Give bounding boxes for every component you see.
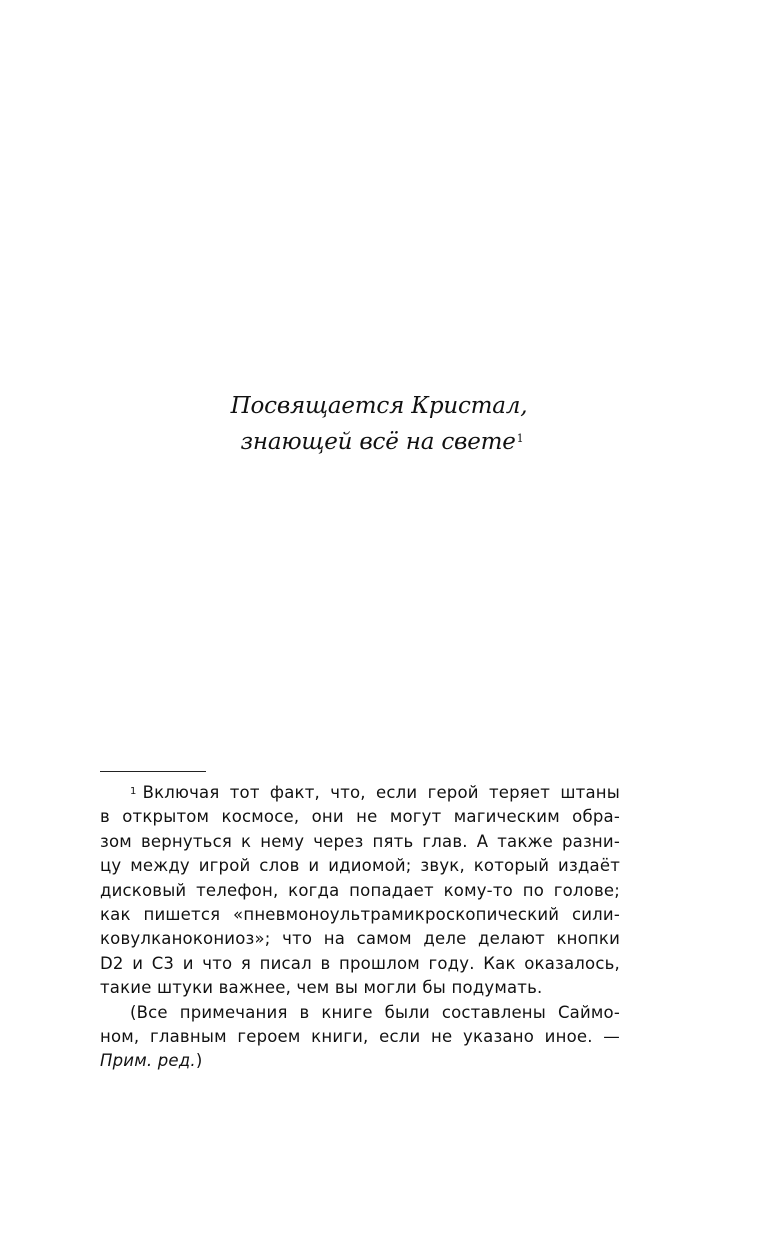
footnote-line: зом вернуться к нему через пять глав. А также разни- — [100, 831, 620, 851]
footnote-line: (Все примечания в книге были составлены Саймо- — [130, 1002, 620, 1022]
footnote-line: ковулканокониоз»; что на самом деле делают кнопки — [100, 929, 620, 949]
dedication — [0, 388, 768, 460]
closing-paren: ) — [195, 1051, 203, 1071]
footnote-line: цу между игрой слов и идиомой; звук, который издаёт — [100, 856, 620, 876]
dedication-line-1: Посвящается Кристал, — [230, 393, 528, 419]
footnote-line: ном, главным героем книги, если не указано иное. — — [100, 1027, 620, 1047]
footnote-line: такие штуки важнее, чем вы могли бы подумать. — [100, 978, 543, 998]
editor-note: Прим. ред. — [100, 1051, 196, 1071]
footnote-line: D2 и C3 и что я писал в прошлом году. Как оказалось, — [100, 953, 620, 973]
footnote — [100, 781, 620, 1074]
footnote-line: в открытом космосе, они не могут магическим обра- — [100, 807, 620, 827]
footnote-line — [100, 781, 620, 805]
footnote-line: дисковый телефон, когда попадает кому-то по голове; — [100, 880, 620, 900]
footnote-text: Включая тот факт, что, если герой теряет штаны — [142, 783, 620, 802]
footnote-marker: 1 — [130, 786, 137, 797]
footnote-line — [100, 1049, 620, 1073]
footnote-separator — [100, 771, 206, 772]
dedication-line-2-text: знающей всё на свете — [240, 429, 516, 455]
dedication-line-2 — [0, 424, 768, 460]
footnote-line: как пишется «пневмоноультрамикроскопический сили- — [100, 905, 620, 925]
footnote-reference: 1 — [516, 432, 524, 445]
